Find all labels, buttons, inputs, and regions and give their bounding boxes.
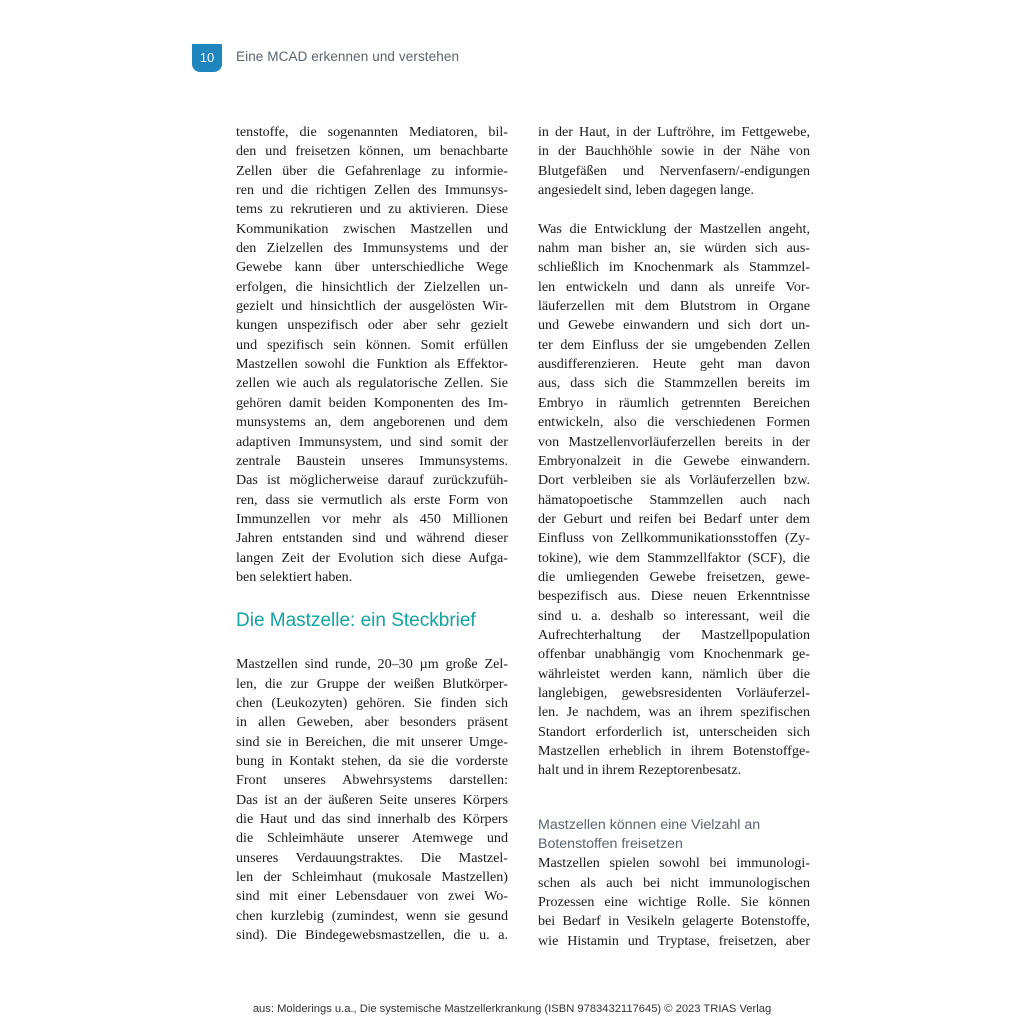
text-line: und spezifisch sein können. Somit erfüllen — [236, 336, 508, 353]
paragraph — [236, 655, 508, 945]
text-line: wie Histamin und Tryptase, freisetzen, aber — [538, 932, 810, 949]
text-line: Immunzellen vor mehr als 450 Millionen — [236, 510, 508, 527]
text-line: Prozessen eine wichtige Rolle. Sie können — [538, 894, 810, 911]
text-line: die umliegenden Gewebe freisetzen, gewe- — [538, 568, 810, 585]
text-line: tokine), wie dem Stammzellfaktor (SCF), die — [538, 549, 810, 566]
text-line: Mastzellen erheblich in ihrem Botenstoffge- — [538, 743, 810, 759]
text-line: tems zu rekrutieren und zu aktivieren. Diese — [236, 201, 508, 218]
subheading — [538, 816, 810, 855]
text-line: bei Bedarf in Vesikeln gelagerte Botenstoffe, — [538, 913, 810, 930]
subheading-gap — [538, 781, 810, 816]
text-line: der Geburt und reifen bei Bedarf unter dem — [538, 510, 810, 527]
text-line: aus, dass sich die Stammzellen bereits im — [538, 375, 810, 392]
text-line: in allen Geweben, aber besonders präsent — [236, 714, 508, 731]
text-line: in der Haut, in der Luftröhre, im Fettgewebe, — [538, 124, 810, 140]
text-line: len, die zur Gruppe der weißen Blutkörper- — [236, 675, 508, 692]
running-title: Eine MCAD erkennen und verstehen — [236, 49, 460, 64]
text-line: ren und die richtigen Zellen des Immunsys- — [236, 182, 508, 199]
text-line: gehören damit beiden Komponenten des Im- — [236, 394, 508, 411]
paragraph — [538, 123, 810, 200]
text-line: bespezifisch aus. Diese neuen Erkenntnisse — [538, 588, 810, 605]
page-number-badge: 10 — [192, 44, 222, 72]
text-line: Dort verbleiben sie als Vorläuferzellen bzw. — [538, 472, 810, 489]
text-line: von Mastzellenvorläuferzellen bereits in der — [538, 433, 810, 450]
text-line: adaptiven Immunsystem, und sind somit der — [236, 433, 508, 450]
text-line: Mastzellen spielen sowohl bei immunologi- — [538, 855, 810, 872]
subheading-line: Mastzellen können eine Vielzahl an — [538, 816, 761, 833]
text-line: Jahren entstanden sind und während dieser — [236, 530, 508, 547]
text-line: halt und in ihrem Rezeptorenbesatz. — [538, 762, 742, 779]
paragraph-gap — [538, 200, 810, 219]
text-line: ter dem Einfluss der sie umgebenden Zellen — [538, 336, 810, 353]
text-line: langen Zeit der Evolution sich diese Aufga- — [236, 549, 508, 566]
text-line: Aufrechterhaltung der Mastzellpopulation — [538, 626, 810, 643]
subheading-line: Botenstoffen freisetzen — [538, 836, 683, 853]
text-line: chen kurzlebig (zumindest, wenn sie gesund — [236, 907, 508, 924]
text-line: langlebigen, gewebsresidenten Vorläuferzel- — [538, 684, 810, 701]
text-line: in der Bauchhöhle sowie in der Nähe von — [538, 143, 810, 160]
text-line: die Schleimhäute unserer Atemwege und — [236, 830, 508, 847]
text-line: Zellen über die Gefahrenlage zu informie- — [236, 162, 508, 179]
text-line: zellen wie auch als regulatorische Zellen. Sie — [236, 375, 508, 392]
text-line: Einfluss von Zellkommunikationsstoffen (Zy- — [538, 530, 810, 547]
paragraph — [236, 123, 508, 587]
text-line: schen als auch bei nicht immunologischen — [538, 874, 810, 891]
text-line: unseres Verdauungstraktes. Die Mastzel- — [236, 849, 508, 866]
text-line: len der Schleimhaut (mukosale Mastzellen) — [236, 869, 508, 886]
text-line: ausdifferenzieren. Heute geht man davon — [538, 356, 810, 373]
text-line: und Gewebe einwandern und sich dort un- — [538, 317, 810, 334]
text-line: Blutgefäßen und Nervenfasern/-endigungen — [538, 162, 810, 179]
text-line: erfolgen, die hinsichtlich der Zielzellen un- — [236, 278, 508, 295]
text-line: läuferzellen mit dem Blutstrom in Organe — [538, 298, 810, 315]
text-line: sind). Die Bindegewebsmastzellen, die u. a. — [236, 927, 508, 944]
text-line: angesiedelt sind, leben dagegen lange. — [538, 182, 755, 199]
text-line: entwickeln, also die verschiedenen Formen — [538, 414, 810, 431]
text-line: Mastzellen sind runde, 20–30 µm große Zel- — [236, 656, 508, 673]
text-line: len. Je nachdem, was an ihrem spezifischen — [538, 704, 810, 721]
text-line: sind sie in Bereichen, die mit unserer Umge- — [236, 733, 508, 750]
text-line: Mastzellen sowohl die Funktion als Effektor- — [236, 356, 508, 373]
text-line: Embryo in räumlich getrennten Bereichen — [538, 394, 810, 411]
text-line: den Zielzellen des Immunsystems und der — [236, 240, 508, 257]
paragraph — [538, 220, 810, 781]
text-line: bung in Kontakt stehen, da sie die vorderste — [236, 752, 508, 769]
section-heading: Die Mastzelle: ein Steckbrief — [236, 610, 476, 632]
text-line: kungen unspezifisch oder aber sehr gezielt — [236, 317, 508, 334]
right-column — [538, 123, 810, 951]
text-line: Kommunikation zwischen Mastzellen und — [236, 220, 508, 237]
text-line: sind u. a. deshalb so interessant, weil die — [538, 607, 810, 624]
text-line: Was die Entwicklung der Mastzellen angeht, — [538, 220, 810, 237]
text-line: den und freisetzen können, um benachbarte — [236, 143, 508, 160]
text-line: ren, dass sie vermutlich als erste Form von — [236, 491, 508, 508]
text-line: schließlich im Knochenmark als Stammzel- — [538, 259, 810, 276]
text-line: Das ist an der äußeren Seite unseres Körpers — [236, 791, 508, 808]
text-line: ben selektiert haben. — [236, 568, 353, 585]
text-line: nahm man bisher an, sie würden sich aus- — [538, 240, 810, 257]
text-line: hämatopoetische Stammzellen auch nach — [538, 491, 810, 508]
text-line: munsystems an, dem angeborenen und dem — [236, 414, 508, 431]
left-column — [236, 123, 508, 945]
text-line: len entwickeln und dann als unreife Vor- — [538, 278, 810, 295]
text-line: Gewebe kann über unterschiedliche Wege — [236, 259, 508, 276]
text-line: zentrale Baustein unseres Immunsystems. — [236, 452, 508, 469]
text-line: chen (Leukozyten) gehören. Sie finden sich — [236, 694, 508, 711]
text-line: Front unseres Abwehrsystems darstellen: — [236, 772, 508, 789]
paragraph — [538, 854, 810, 951]
text-line: Embryonalzeit in die Gewebe einwandern. — [538, 452, 810, 469]
text-line: sind mit einer Lebensdauer von zwei Wo- — [236, 888, 508, 905]
text-line: offenbar unabhängig vom Knochenmark ge- — [538, 646, 810, 663]
text-line: die Haut und das sind innerhalb des Körpers — [236, 811, 508, 827]
text-line: Standort erforderlich ist, unterscheiden sich — [538, 723, 810, 740]
text-line: Das ist möglicherweise darauf zurückzufüh- — [236, 472, 508, 489]
text-line: währleistet werden kann, nämlich über die — [538, 665, 810, 682]
source-footer: aus: Molderings u.a., Die systemische Mastzellerkrankung (ISBN 9783432117645) © 2023 TRIAS Verlag — [252, 1003, 772, 1015]
text-line: gezielt und hinsichtlich der ausgelösten Wir- — [236, 298, 508, 315]
text-line: tenstoffe, die sogenannten Mediatoren, bil- — [236, 124, 508, 140]
